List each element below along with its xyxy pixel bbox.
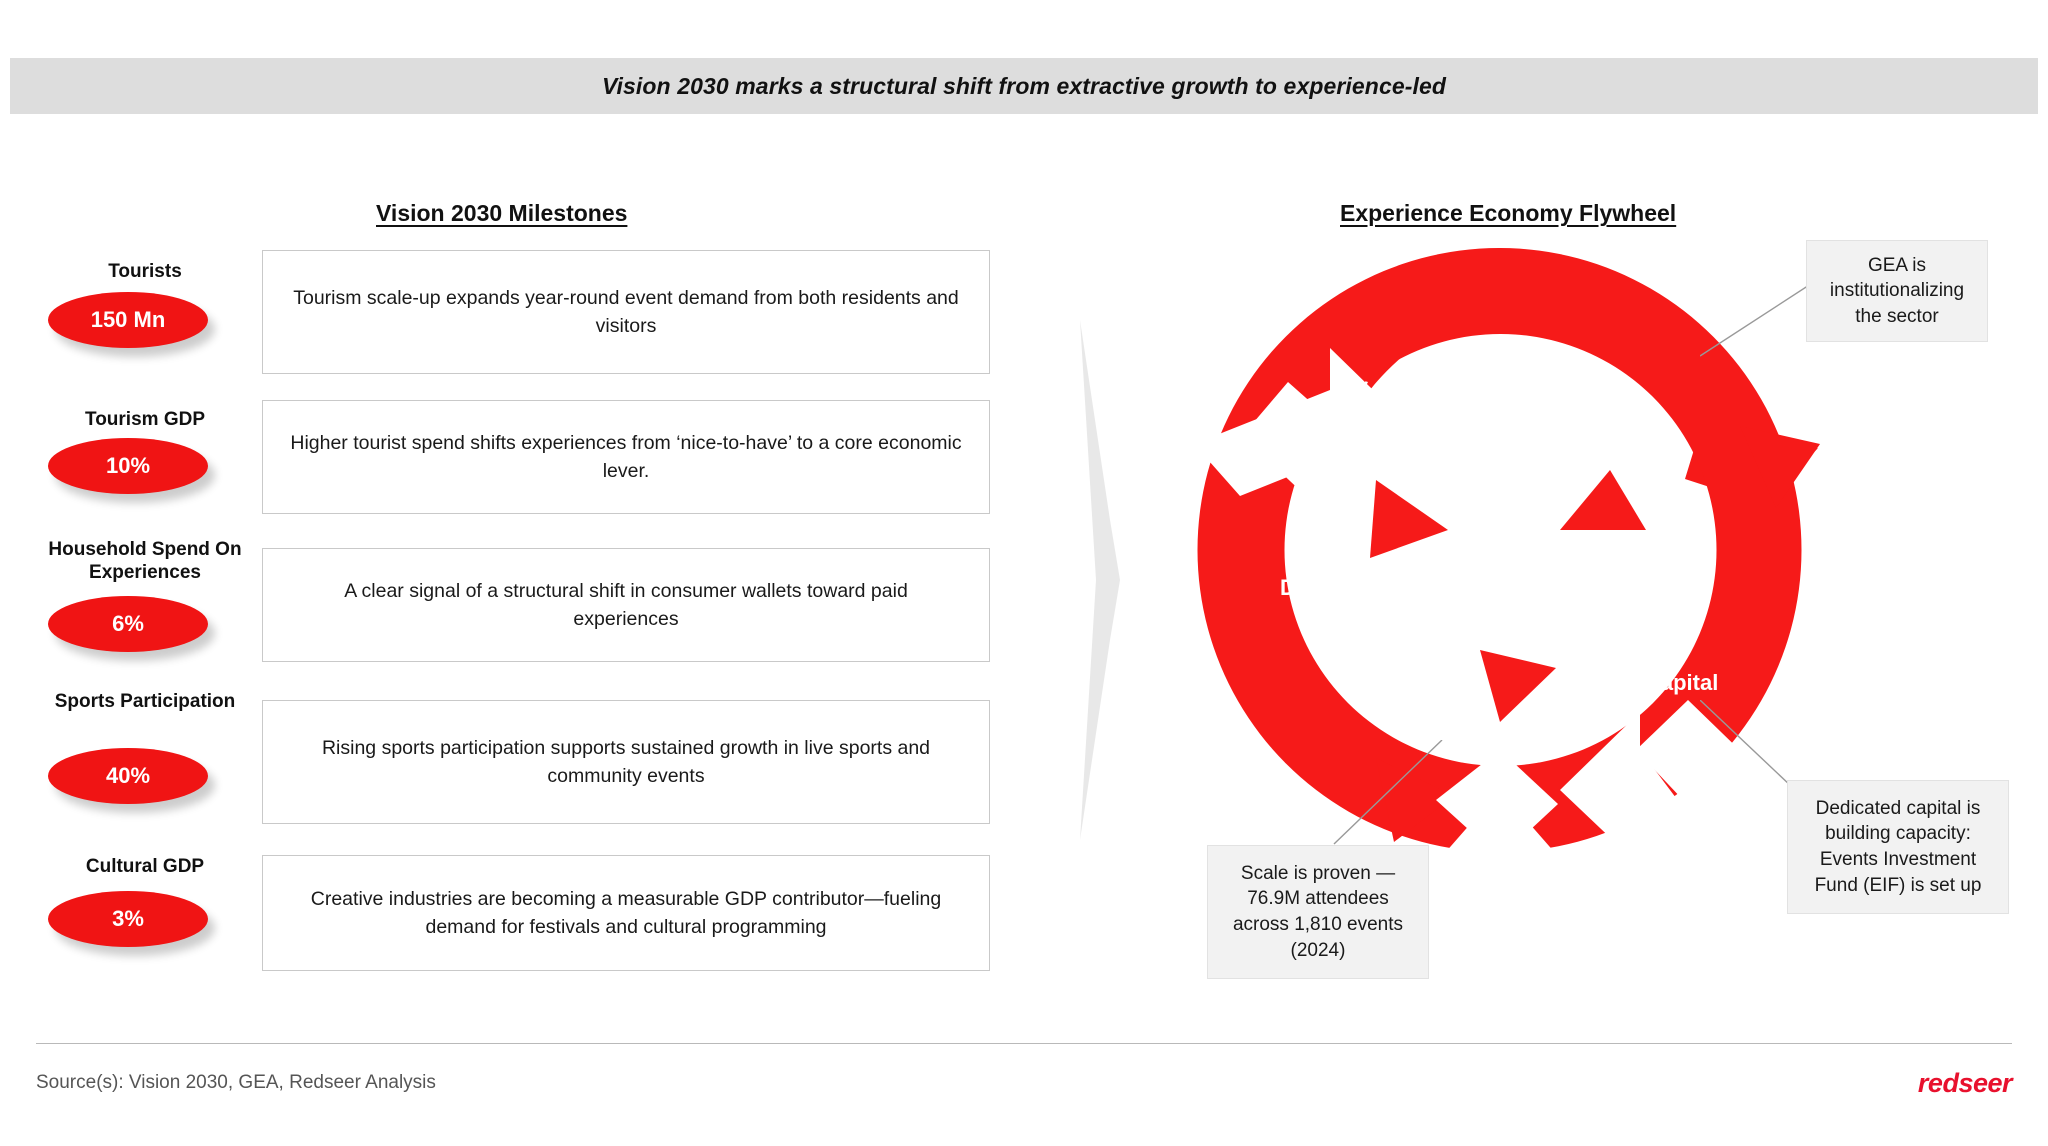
status-badge: 10% xyxy=(48,438,208,494)
status-badge: 150 Mn xyxy=(48,292,208,348)
milestone-text-box xyxy=(262,700,990,824)
milestone-text: Creative industries are becoming a measurable GDP contributor—fueling demand for festivals and cultural programming xyxy=(310,887,942,938)
callout-gea-text: GEA is institutionalizing the sector xyxy=(1829,254,1965,327)
brand-logo: redseer xyxy=(1917,1068,2012,1098)
slide-title-bar xyxy=(10,58,2038,114)
milestone-text: Higher tourist spend shifts experiences from ‘nice-to-have’ to a core economic lever. xyxy=(290,431,962,482)
milestone-label: Household Spend On Experiences xyxy=(48,539,242,584)
wheel-label-demand: Demand xyxy=(1280,575,1367,600)
milestone-text: Rising sports participation supports sustained growth in live sports and community events xyxy=(321,736,931,787)
milestone-label: Tourism GDP xyxy=(85,409,205,430)
right-section-heading: Experience Economy Flywheel xyxy=(1340,200,1677,226)
callout-capital xyxy=(1787,780,2009,914)
status-badge: 40% xyxy=(48,748,208,804)
milestone-text: Tourism scale-up expands year-round event demand from both residents and visitors xyxy=(293,286,959,337)
footer-divider xyxy=(36,1043,2012,1044)
status-badge: 3% xyxy=(48,891,208,947)
left-section-heading: Vision 2030 Milestones xyxy=(376,200,628,226)
callout-scale xyxy=(1207,845,1429,979)
milestone-text-box xyxy=(262,250,990,374)
milestone-text-box xyxy=(262,548,990,662)
wheel-hub xyxy=(1382,442,1618,678)
milestone-label: Cultural GDP xyxy=(85,856,205,877)
flywheel-diagram xyxy=(1180,230,1820,870)
status-badge: 6% xyxy=(48,596,208,652)
milestone-value-badge xyxy=(48,292,238,358)
page-title: Vision 2030 marks a structural shift from extractive growth to experience-led xyxy=(601,72,1447,99)
milestone-text-box xyxy=(262,855,990,971)
milestone-text-box xyxy=(262,400,990,514)
milestone-value-badge xyxy=(48,891,238,957)
milestone-text: A clear signal of a structural shift in consumer wallets toward paid experiences xyxy=(344,579,908,630)
callout-gea xyxy=(1806,240,1988,342)
wheel-label-capital: Capital xyxy=(1645,670,1719,695)
callout-capital-text: Dedicated capital is building capacity: Events Investment Fund (EIF) is set up xyxy=(1814,797,1982,896)
wheel-label-policy: Policy xyxy=(1455,405,1520,430)
milestone-label: Tourists xyxy=(108,261,182,282)
milestone-value-badge xyxy=(48,596,238,662)
callout-scale-text: Scale is proven — 76.9M attendees across 1,810 events (2024) xyxy=(1232,862,1404,961)
milestone-value-badge xyxy=(48,748,238,814)
source-note: Source(s): Vision 2030, GEA, Redseer Analysis xyxy=(36,1072,436,1093)
milestone-label: Sports Participation xyxy=(54,691,236,712)
milestone-value-badge xyxy=(48,438,238,504)
direction-arrow-icon xyxy=(1070,320,1130,840)
